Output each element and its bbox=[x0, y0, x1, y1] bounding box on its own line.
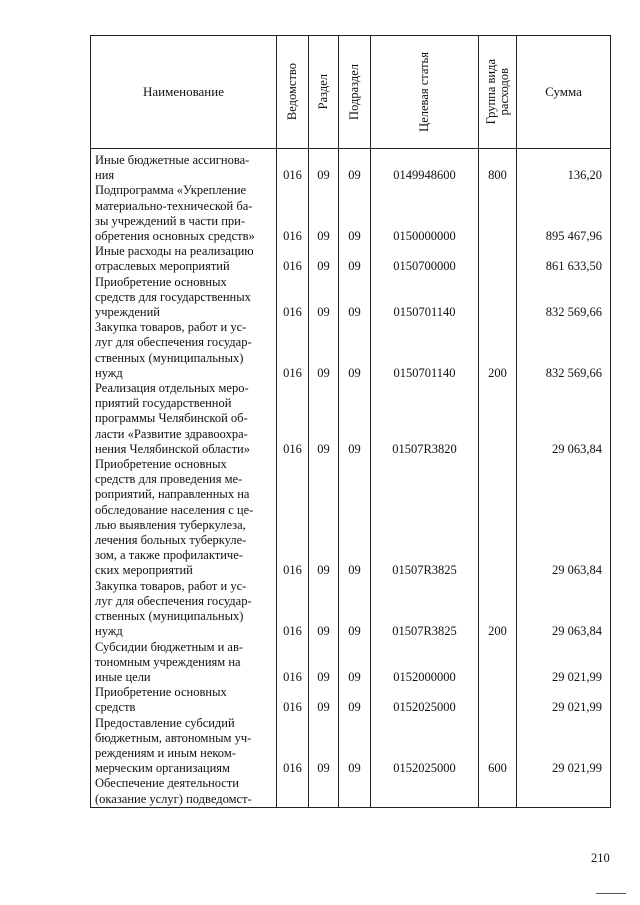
table-row bbox=[91, 275, 611, 321]
cell-gruppa bbox=[479, 381, 517, 457]
cell-summa: 136,20 bbox=[517, 149, 611, 184]
table-bottom-border bbox=[91, 807, 611, 808]
cell-summa: 832 569,66 bbox=[517, 275, 611, 321]
cell-razdel: 09 bbox=[309, 685, 339, 715]
cell-razdel bbox=[309, 776, 339, 806]
cell-vedomstvo: 016 bbox=[277, 183, 309, 244]
cell-gruppa bbox=[479, 275, 517, 321]
table-row bbox=[91, 244, 611, 274]
table-row bbox=[91, 776, 611, 806]
cell-name: Приобретение основных средств для проведения ме- роприятий, направленных на обследование населения с це- лью выявления туберкулеза, лечения больных туберкуле- зом, а также профилактиче- ских мероприятий bbox=[91, 457, 277, 579]
cell-name: Подпрограмма «Укрепление материально-технической ба- зы учреждений в части при- обретения основных средств» bbox=[91, 183, 277, 244]
cell-name: Закупка товаров, работ и ус- луг для обеспечения государ- ственных (муниципальных) нужд bbox=[91, 320, 277, 381]
header-gruppa-vida-raskhodov: Группа вида расходов bbox=[479, 36, 517, 149]
cell-podrazdel: 09 bbox=[339, 685, 371, 715]
cell-vedomstvo: 016 bbox=[277, 716, 309, 777]
cell-vedomstvo bbox=[277, 776, 309, 806]
cell-razdel: 09 bbox=[309, 457, 339, 579]
cell-name: Иные расходы на реализацию отраслевых мероприятий bbox=[91, 244, 277, 274]
cell-summa bbox=[517, 776, 611, 806]
header-vedomstvo: Ведомство bbox=[277, 36, 309, 149]
cell-razdel: 09 bbox=[309, 320, 339, 381]
cell-celevaya-statya: 0152025000 bbox=[371, 716, 479, 777]
cell-summa: 861 633,50 bbox=[517, 244, 611, 274]
cell-vedomstvo: 016 bbox=[277, 275, 309, 321]
header-razdel: Раздел bbox=[309, 36, 339, 149]
cell-summa: 29 021,99 bbox=[517, 640, 611, 686]
cell-vedomstvo: 016 bbox=[277, 381, 309, 457]
table-row bbox=[91, 457, 611, 579]
cell-podrazdel: 09 bbox=[339, 275, 371, 321]
table-row bbox=[91, 685, 611, 715]
cell-podrazdel: 09 bbox=[339, 381, 371, 457]
table-row bbox=[91, 149, 611, 184]
table-row bbox=[91, 579, 611, 640]
cell-name: Приобретение основных средств для государственных учреждений bbox=[91, 275, 277, 321]
cell-gruppa: 200 bbox=[479, 320, 517, 381]
cell-summa: 29 063,84 bbox=[517, 381, 611, 457]
cell-gruppa bbox=[479, 640, 517, 686]
cell-vedomstvo: 016 bbox=[277, 685, 309, 715]
cell-name: Реализация отдельных меро- приятий государственной программы Челябинской об- ласти «Развитие здравоохра- нения Челябинской области» bbox=[91, 381, 277, 457]
cell-vedomstvo: 016 bbox=[277, 244, 309, 274]
cell-celevaya-statya: 0152025000 bbox=[371, 685, 479, 715]
table-row bbox=[91, 381, 611, 457]
cell-celevaya-statya bbox=[371, 776, 479, 806]
cell-gruppa bbox=[479, 183, 517, 244]
cell-razdel: 09 bbox=[309, 381, 339, 457]
cell-celevaya-statya: 0150700000 bbox=[371, 244, 479, 274]
cell-razdel: 09 bbox=[309, 275, 339, 321]
cell-celevaya-statya: 01507R3825 bbox=[371, 457, 479, 579]
cell-razdel: 09 bbox=[309, 244, 339, 274]
header-podrazdel: Подраздел bbox=[339, 36, 371, 149]
cell-name: Предоставление субсидий бюджетным, автономным уч- реждениям и иным неком- мерческим организациям bbox=[91, 716, 277, 777]
cell-podrazdel: 09 bbox=[339, 183, 371, 244]
cell-name: Субсидии бюджетным и ав- тономным учреждениям на иные цели bbox=[91, 640, 277, 686]
cell-vedomstvo: 016 bbox=[277, 640, 309, 686]
cell-celevaya-statya: 0150701140 bbox=[371, 320, 479, 381]
cell-gruppa bbox=[479, 776, 517, 806]
cell-gruppa: 600 bbox=[479, 716, 517, 777]
table-row bbox=[91, 716, 611, 777]
cell-razdel: 09 bbox=[309, 716, 339, 777]
cell-razdel: 09 bbox=[309, 183, 339, 244]
cell-name: Закупка товаров, работ и ус- луг для обеспечения государ- ственных (муниципальных) нужд bbox=[91, 579, 277, 640]
cell-summa: 29 021,99 bbox=[517, 716, 611, 777]
cell-celevaya-statya: 0150000000 bbox=[371, 183, 479, 244]
cell-gruppa: 200 bbox=[479, 579, 517, 640]
cell-vedomstvo: 016 bbox=[277, 579, 309, 640]
cell-razdel: 09 bbox=[309, 579, 339, 640]
cell-podrazdel: 09 bbox=[339, 149, 371, 184]
cell-vedomstvo: 016 bbox=[277, 320, 309, 381]
cell-podrazdel: 09 bbox=[339, 320, 371, 381]
cell-celevaya-statya: 0149948600 bbox=[371, 149, 479, 184]
table-row bbox=[91, 640, 611, 686]
scan-mark bbox=[596, 893, 626, 894]
cell-summa: 29 063,84 bbox=[517, 579, 611, 640]
header-name: Наименование bbox=[91, 36, 277, 149]
cell-celevaya-statya: 01507R3825 bbox=[371, 579, 479, 640]
cell-name: Иные бюджетные ассигнова- ния bbox=[91, 149, 277, 184]
cell-celevaya-statya: 0152000000 bbox=[371, 640, 479, 686]
budget-table bbox=[90, 35, 611, 808]
table-body bbox=[91, 149, 611, 808]
table-row bbox=[91, 183, 611, 244]
cell-podrazdel: 09 bbox=[339, 244, 371, 274]
cell-vedomstvo: 016 bbox=[277, 457, 309, 579]
cell-celevaya-statya: 0150701140 bbox=[371, 275, 479, 321]
cell-vedomstvo: 016 bbox=[277, 149, 309, 184]
table-row bbox=[91, 320, 611, 381]
cell-podrazdel: 09 bbox=[339, 457, 371, 579]
cell-razdel: 09 bbox=[309, 640, 339, 686]
cell-gruppa: 800 bbox=[479, 149, 517, 184]
table-header-row bbox=[91, 36, 611, 149]
cell-name: Приобретение основных средств bbox=[91, 685, 277, 715]
cell-gruppa bbox=[479, 685, 517, 715]
cell-podrazdel: 09 bbox=[339, 579, 371, 640]
cell-summa: 29 021,99 bbox=[517, 685, 611, 715]
cell-podrazdel bbox=[339, 776, 371, 806]
header-summa: Сумма bbox=[517, 36, 611, 149]
cell-summa: 832 569,66 bbox=[517, 320, 611, 381]
cell-summa: 29 063,84 bbox=[517, 457, 611, 579]
cell-summa: 895 467,96 bbox=[517, 183, 611, 244]
cell-podrazdel: 09 bbox=[339, 640, 371, 686]
cell-razdel: 09 bbox=[309, 149, 339, 184]
cell-podrazdel: 09 bbox=[339, 716, 371, 777]
header-celevaya-statya: Целевая статья bbox=[371, 36, 479, 149]
cell-name: Обеспечение деятельности (оказание услуг) подведомст- bbox=[91, 776, 277, 806]
cell-gruppa bbox=[479, 457, 517, 579]
cell-celevaya-statya: 01507R3820 bbox=[371, 381, 479, 457]
page-number: 210 bbox=[591, 851, 610, 865]
cell-gruppa bbox=[479, 244, 517, 274]
